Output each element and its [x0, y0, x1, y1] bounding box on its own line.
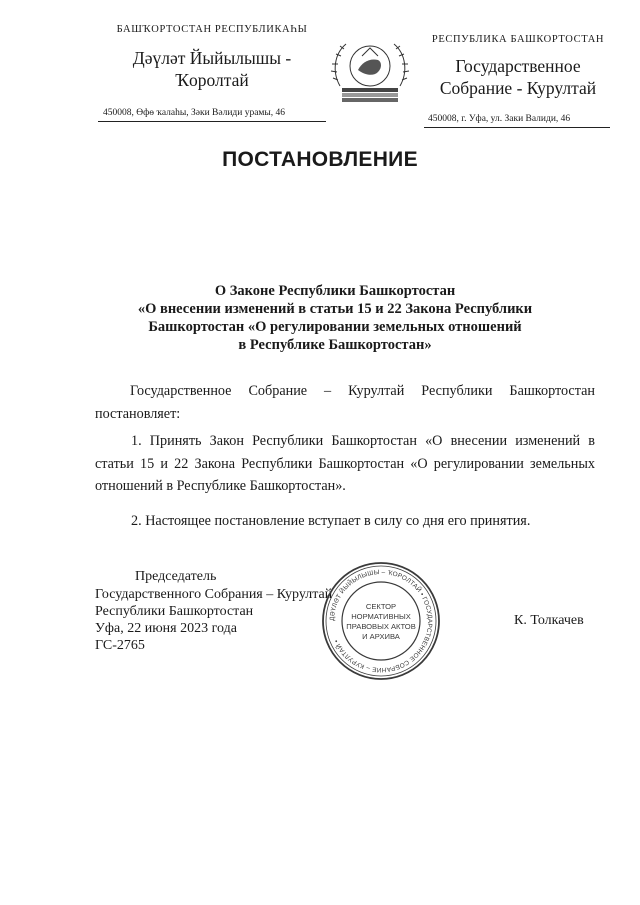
signatory-name: К. Толкачев	[514, 613, 584, 628]
signatory-title-line3: Республики Башкортостан	[95, 604, 254, 619]
header-left-caption: БАШҠОРТОСТАН РЕСПУБЛИКАҺЫ	[116, 24, 308, 35]
header-right-name-line1: Государственное	[455, 56, 581, 76]
date-place: Уфа, 22 июня 2023 года	[95, 621, 237, 636]
stamp-ring-text: ДӘҮЛӘТ ЙЫЙЫЛЫШЫ – ҠОРОЛТАЙ • ГОСУДАРСТВЕННОЕ СОБРАНИЕ – КУРУЛТАЙ •	[328, 568, 434, 674]
stamp-center-line: НОРМАТИВНЫХ	[351, 612, 411, 621]
header-left-rule	[98, 121, 326, 122]
header-right-name	[420, 55, 616, 99]
item-2-paragraph: 2. Настоящее постановление вступает в силу со дня его принятия.	[131, 513, 531, 529]
official-stamp	[320, 560, 442, 682]
date-and-number	[95, 620, 237, 654]
subject-line: «О внесении изменений в статьи 15 и 22 Закона Республики	[137, 301, 533, 317]
header-left-address: 450008, Өфө ҡалаһы, Зәки Вәлиди урамы, 46	[103, 108, 286, 118]
item-1-paragraph: 1. Принять Закон Республики Башкортостан «О внесении изменений в статьи 15 и 22 Закона Республики Башкортостан «О регулировании земельных отношений в Республике Башкортостан».	[95, 433, 595, 494]
signatory-title	[95, 568, 332, 621]
header-right-address: 450008, г. Уфа, ул. Заки Валиди, 46	[428, 114, 571, 124]
stamp-center-line: ПРАВОВЫХ АКТОВ	[346, 622, 416, 631]
header-right	[420, 34, 616, 99]
document-subject	[100, 282, 570, 354]
intro-paragraph: Государственное Собрание – Курултай Республики Башкортостан постановляет:	[95, 383, 595, 422]
header-right-rule	[424, 127, 610, 128]
header-left	[98, 24, 326, 91]
signatory-title-line2: Государственного Собрания – Курултай	[95, 586, 333, 602]
signatory-title-line1: Председатель	[135, 569, 217, 584]
coat-of-arms-icon	[322, 36, 418, 108]
subject-line: в Республике Башкортостан»	[238, 337, 432, 353]
header-right-name-line2: Собрание - Курултай	[439, 78, 597, 98]
header-left-name	[98, 47, 326, 91]
header-right-caption: РЕСПУБЛИКА БАШКОРТОСТАН	[431, 34, 605, 45]
document-title: ПОСТАНОВЛЕНИЕ	[222, 148, 418, 171]
stamp-center-line: СЕКТОР	[365, 602, 397, 611]
header-left-name-line1: Дәүләт Йыйылышы -	[132, 48, 292, 68]
subject-line: Башкортостан «О регулировании земельных отношений	[148, 319, 522, 335]
subject-line: О Законе Республики Башкортостан	[214, 283, 456, 299]
document-number: ГС-2765	[95, 638, 145, 653]
header-left-name-line2: Ҡоролтай	[175, 70, 249, 90]
stamp-center-line: И АРХИВА	[362, 632, 400, 641]
